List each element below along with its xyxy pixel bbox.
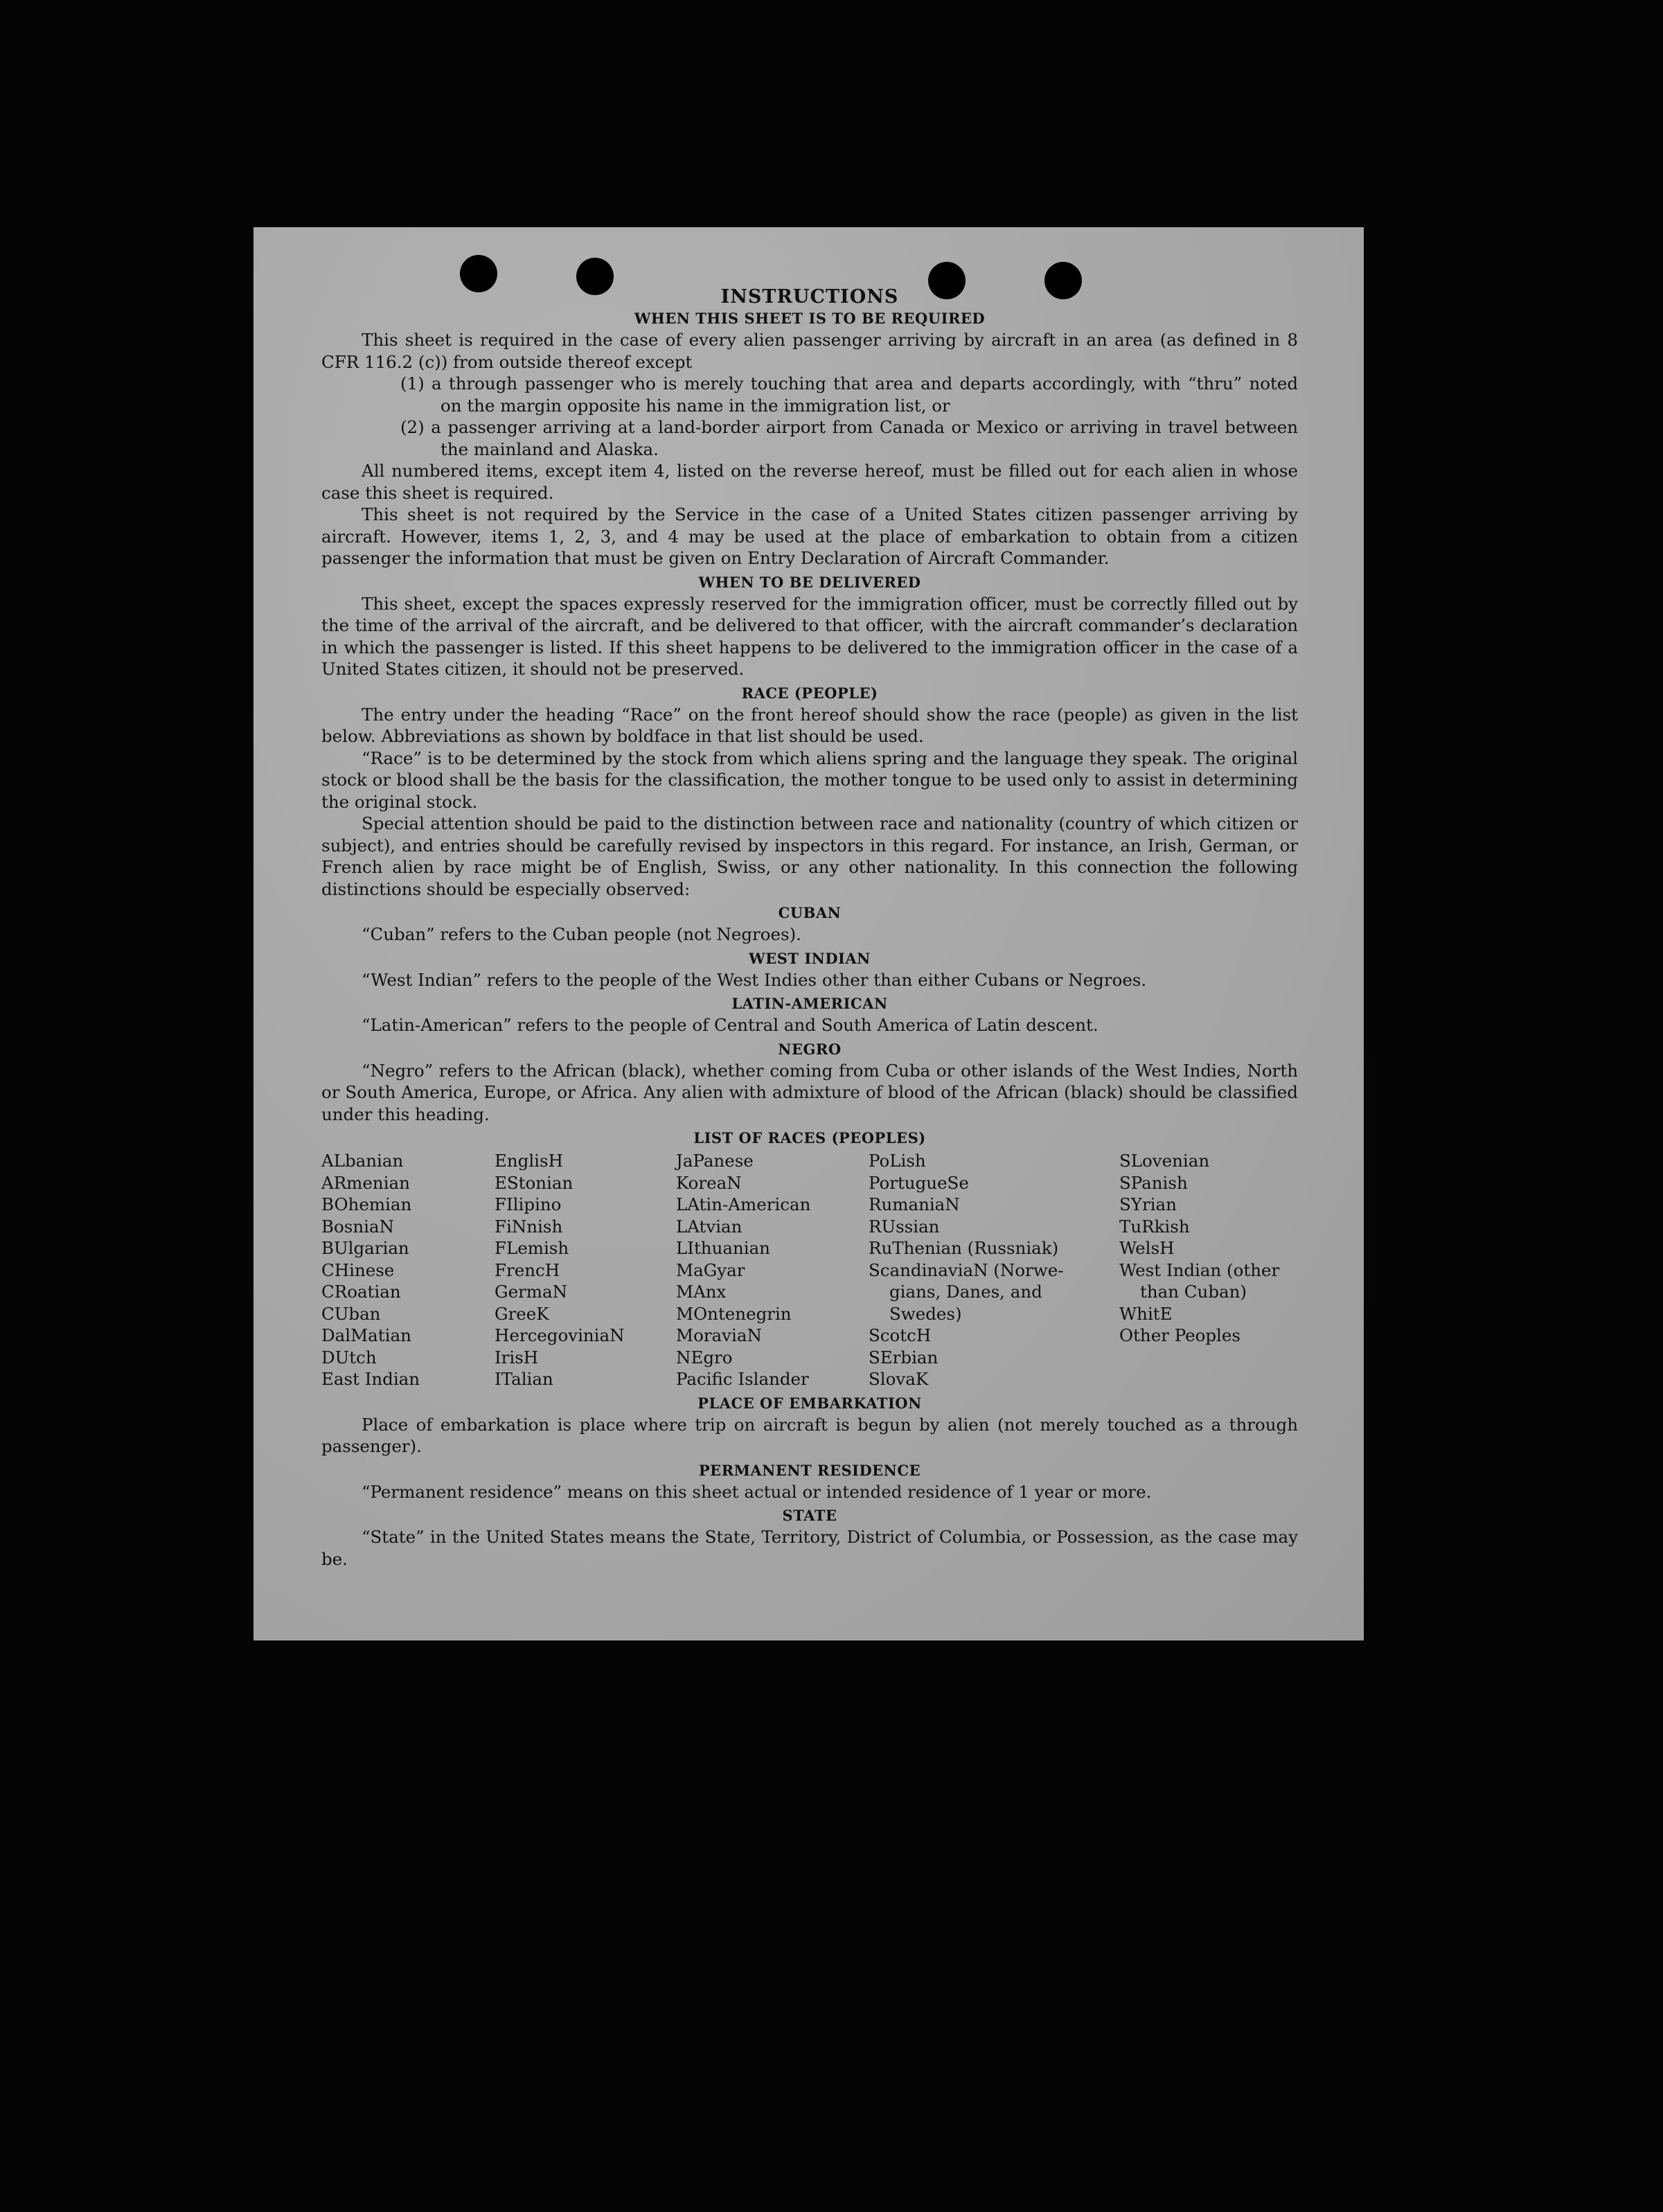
section-heading: LATIN-AMERICAN — [731, 995, 888, 1012]
section-heading: NEGRO — [778, 1040, 842, 1058]
paragraph: “Permanent residence” means on this sheet actual or intended residence of 1 year or more. — [362, 1481, 1152, 1502]
paragraph: All numbered items, except item 4, listed on the reverse hereof, must be filled out for each alien in whose case this sheet is required. — [321, 461, 1298, 503]
race-entry: ScandinaviaN (Norwe- — [869, 1259, 1064, 1280]
paragraph: “State” in the United States means the State, Territory, District of Columbia, or Possession, as the case may be. — [321, 1527, 1298, 1569]
race-entry: BOhemian — [321, 1194, 412, 1214]
race-entry: RUssian — [869, 1216, 940, 1237]
section-heading: PLACE OF EMBARKATION — [697, 1394, 922, 1412]
race-entry: Swedes) — [889, 1303, 962, 1324]
race-entry: KoreaN — [676, 1172, 742, 1193]
race-entry: WhitE — [1119, 1303, 1173, 1324]
paragraph: This sheet, except the spaces expressly reserved for the immigration officer, must be correctly filled out by the time of the arrival of the aircraft, and be delivered to that officer, with the aircraft commander’s declaration in which the passenger is listed. If this sheet happens to be delivered to the immigration officer in the case of a United States citizen, it should not be preserved. — [321, 593, 1298, 679]
document-sheet — [254, 227, 1364, 1640]
races-column — [495, 1150, 676, 1390]
race-entry: MOntenegrin — [676, 1303, 792, 1324]
paragraph: “Cuban” refers to the Cuban people (not Negroes). — [362, 924, 801, 944]
race-entry: LAtvian — [676, 1216, 742, 1237]
race-entry: PoLish — [869, 1151, 926, 1171]
paragraph: This sheet is required in the case of every alien passenger arriving by aircraft in an area (as defined in 8 CFR 116.2 (c)) from outside thereof except — [321, 330, 1298, 372]
race-entry: ITalian — [495, 1369, 553, 1389]
race-entry: LIthuanian — [676, 1238, 770, 1258]
race-entry: CRoatian — [321, 1282, 401, 1302]
race-entry: GermaN — [495, 1282, 568, 1302]
race-entry: Other Peoples — [1119, 1325, 1240, 1345]
race-entry: FrencH — [495, 1259, 560, 1280]
list-item: (2) a passenger arriving at a land-border airport from Canada or Mexico or arriving in travel between the mainland and Alaska. — [400, 417, 1298, 459]
race-entry: MoraviaN — [676, 1325, 762, 1345]
race-entry: gians, Danes, and — [889, 1282, 1042, 1302]
race-entry: SLovenian — [1119, 1151, 1210, 1171]
race-entry: RumaniaN — [869, 1194, 960, 1214]
race-entry: ARmenian — [321, 1172, 410, 1193]
race-entry: SYrian — [1119, 1194, 1177, 1214]
section-heading: PERMANENT RESIDENCE — [698, 1461, 921, 1479]
races-list — [321, 1150, 1298, 1390]
races-column — [676, 1150, 869, 1390]
race-entry: BosniaN — [321, 1216, 394, 1237]
paragraph: “Race” is to be determined by the stock from which aliens spring and the language they speak. The original stock or blood shall be the basis for the classification, the mother tongue to be used only to assist in determining the original stock. — [321, 747, 1298, 812]
section-heading: WEST INDIAN — [749, 949, 871, 967]
races-column — [321, 1150, 495, 1390]
paragraph: “Negro” refers to the African (black), whether coming from Cuba or other islands of the West Indies, North or South America, Europe, or Africa. Any alien with admixture of blood of the African (black) should be classified under this heading. — [321, 1060, 1298, 1124]
race-entry: SlovaK — [869, 1369, 929, 1389]
race-entry: LAtin-American — [676, 1194, 811, 1214]
race-entry: DalMatian — [321, 1325, 411, 1345]
section-heading: LIST OF RACES (PEOPLES) — [693, 1129, 926, 1147]
races-column — [869, 1150, 1119, 1390]
race-entry: East Indian — [321, 1369, 420, 1389]
paragraph: The entry under the heading “Race” on the front hereof should show the race (people) as given in the list below. Abbreviations as shown by boldface in that list should be used. — [321, 704, 1298, 746]
race-entry: DUtch — [321, 1347, 377, 1368]
race-entry: CUban — [321, 1303, 381, 1324]
section-heading: WHEN TO BE DELIVERED — [698, 573, 921, 591]
race-entry: GreeK — [495, 1303, 549, 1324]
paragraph: This sheet is not required by the Service in the case of a United States citizen passenger arriving by aircraft. However, items 1, 2, 3, and 4 may be used at the place of embarkation to obtain from a citizen passenger the information that must be given on Entry Declaration of Aircraft Commander. — [321, 504, 1298, 568]
race-entry: EStonian — [495, 1172, 573, 1193]
race-entry: TuRkish — [1119, 1216, 1190, 1237]
race-entry: ScotcH — [869, 1325, 932, 1345]
races-column — [1119, 1150, 1298, 1390]
race-entry: FiNnish — [495, 1216, 563, 1237]
section-heading: WHEN THIS SHEET IS TO BE REQUIRED — [634, 310, 986, 327]
paragraph: “Latin-American” refers to the people of Central and South America of Latin descent. — [362, 1015, 1099, 1035]
race-entry: West Indian (other — [1119, 1259, 1280, 1280]
race-entry: HercegoviniaN — [495, 1325, 625, 1345]
paragraph: “West Indian” refers to the people of the West Indies other than either Cubans or Negroes. — [362, 969, 1147, 990]
race-entry: FIlipino — [495, 1194, 562, 1214]
race-entry: EnglisH — [495, 1151, 563, 1171]
race-entry: MaGyar — [676, 1259, 745, 1280]
race-entry: RuThenian (Russniak) — [869, 1238, 1059, 1258]
list-item: (1) a through passenger who is merely touching that area and departs accordingly, with “thru” noted on the margin opposite his name in the immigration list, or — [400, 373, 1298, 416]
paragraph: Special attention should be paid to the distinction between race and nationality (country of which citizen or subject), and entries should be carefully revised by inspectors in this regard. For instance, an Irish, German, or French alien by race might be of English, Swiss, or any other nationality. In this connection the following distinctions should be especially observed: — [321, 813, 1298, 899]
race-entry: ALbanian — [321, 1151, 404, 1171]
section-heading: RACE (PEOPLE) — [741, 684, 878, 702]
race-entry: JaPanese — [676, 1151, 754, 1171]
document-body — [321, 285, 1298, 1570]
race-entry: MAnx — [676, 1282, 727, 1302]
race-entry: than Cuban) — [1140, 1282, 1247, 1302]
section-heading: CUBAN — [778, 904, 842, 921]
document-title: INSTRUCTIONS — [720, 286, 899, 308]
race-entry: NEgro — [676, 1347, 733, 1368]
race-entry: CHinese — [321, 1259, 395, 1280]
race-entry: FLemish — [495, 1238, 569, 1258]
race-entry: SPanish — [1119, 1172, 1188, 1193]
paragraph: Place of embarkation is place where trip on aircraft is begun by alien (not merely touched as a through passenger). — [321, 1414, 1298, 1456]
race-entry: BUlgarian — [321, 1238, 409, 1258]
race-entry: IrisH — [495, 1347, 539, 1368]
race-entry: WelsH — [1119, 1238, 1175, 1258]
race-entry: PortugueSe — [869, 1172, 969, 1193]
section-heading: STATE — [782, 1507, 837, 1524]
race-entry: Pacific Islander — [676, 1369, 809, 1389]
race-entry: SErbian — [869, 1347, 939, 1368]
